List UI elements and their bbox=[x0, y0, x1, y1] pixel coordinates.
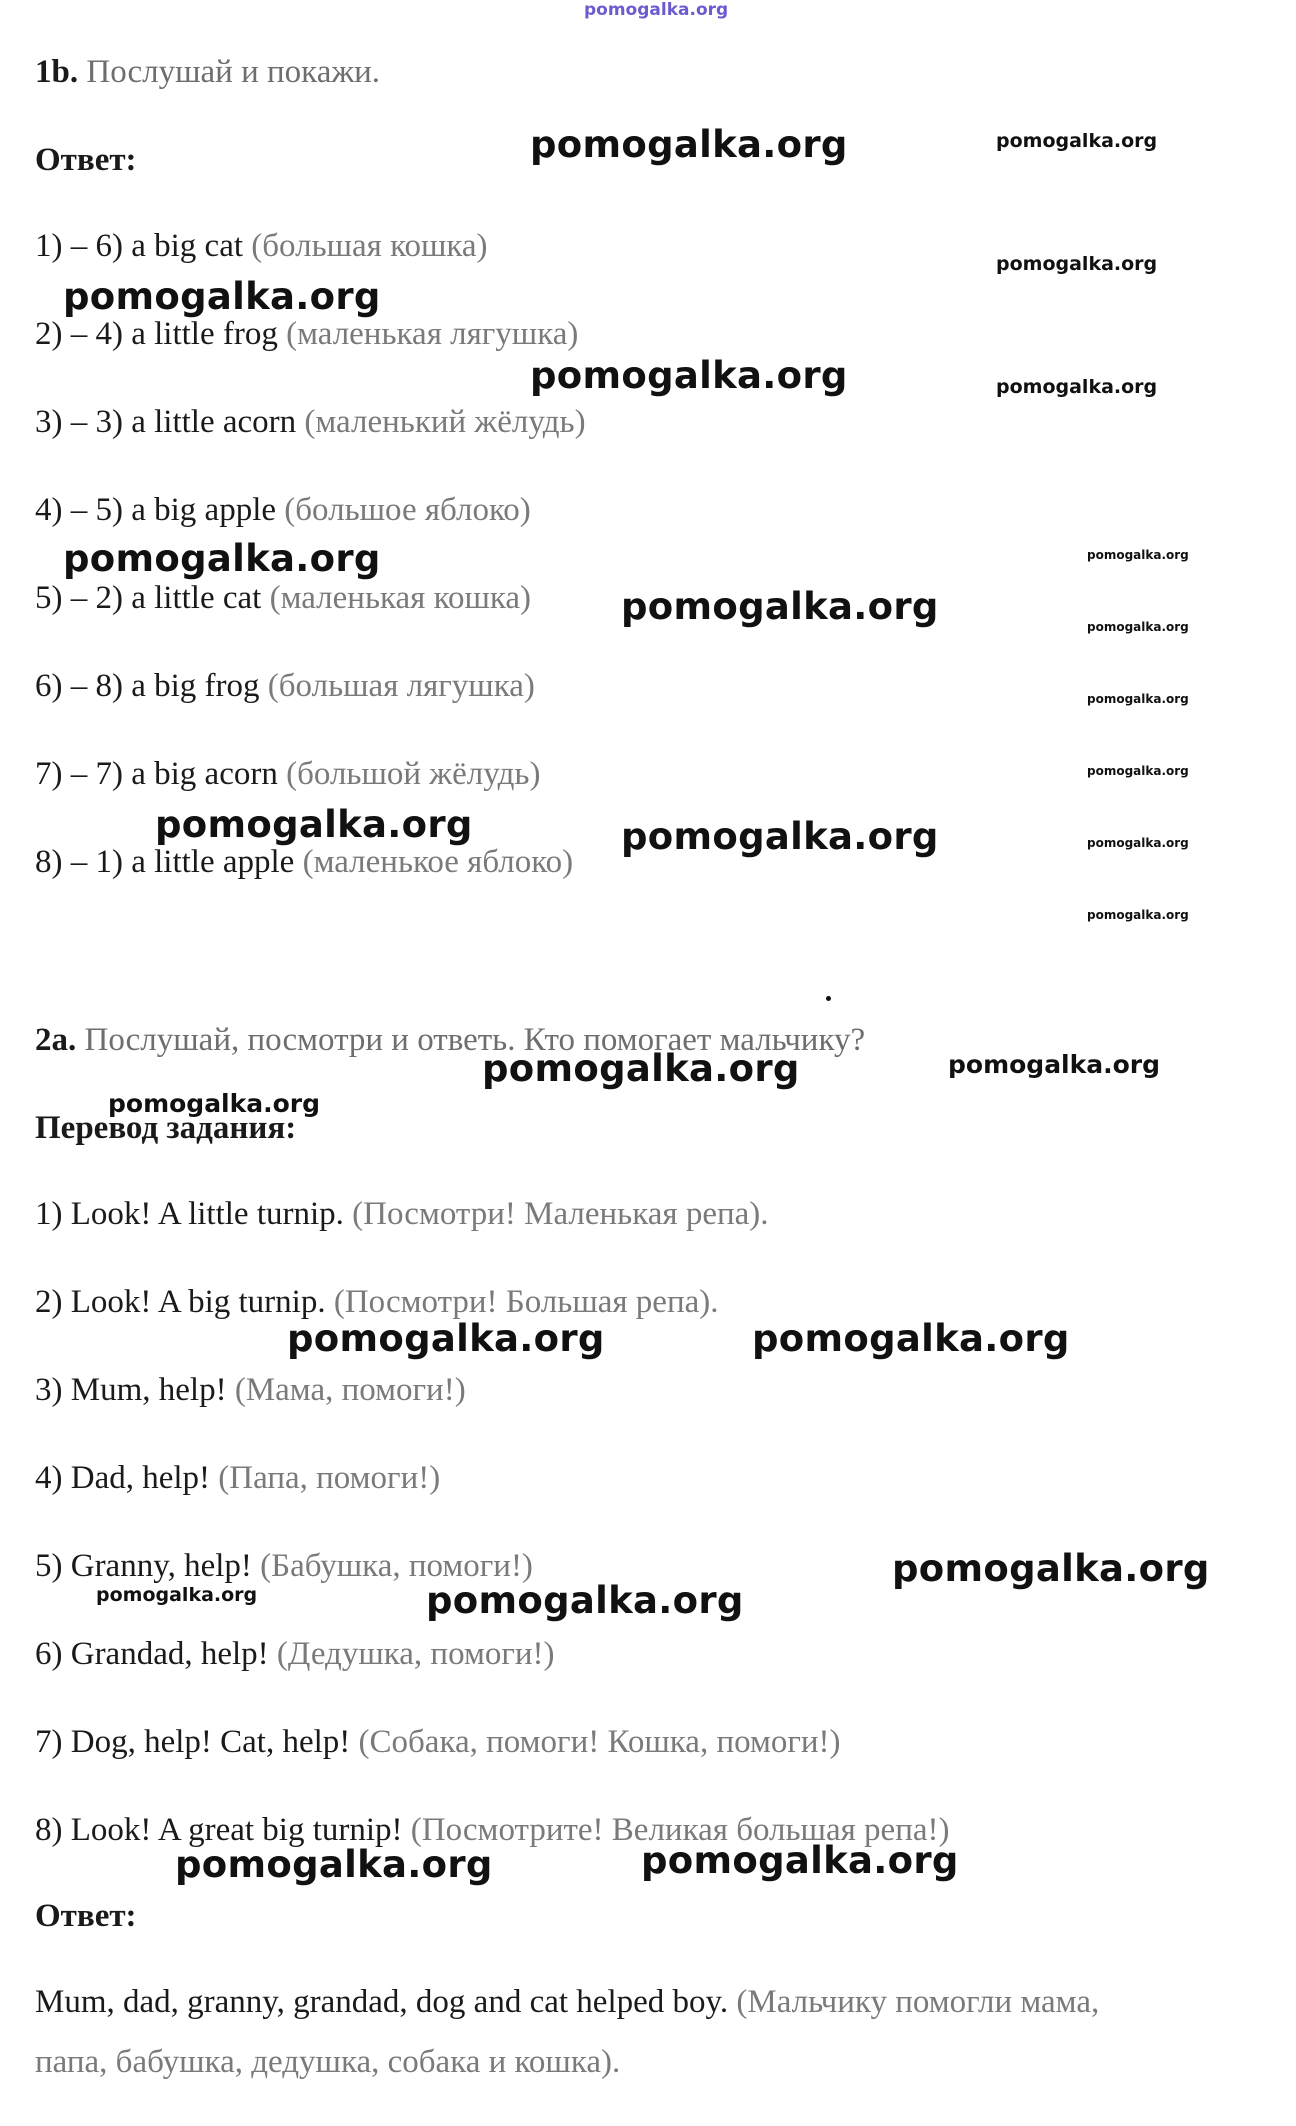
task-2a-item: 4) Dad, help! (Папа, помоги!) bbox=[35, 1460, 441, 1496]
watermark: pomogalka.org bbox=[996, 376, 1158, 398]
task-2a-item: 3) Mum, help! (Мама, помоги!) bbox=[35, 1372, 466, 1408]
watermark: pomogalka.org bbox=[530, 354, 848, 397]
task-1b-item: 8) – 1) a little apple (маленькое яблоко) bbox=[35, 844, 574, 880]
task-2a-item: 2) Look! A big turnip. (Посмотри! Большая репа). bbox=[35, 1284, 719, 1320]
watermark-top: pomogalka.org bbox=[584, 0, 729, 20]
watermark: pomogalka.org bbox=[892, 1547, 1210, 1590]
task-2a-item: 6) Grandad, help! (Дедушка, помоги!) bbox=[35, 1636, 555, 1672]
watermark: pomogalka.org bbox=[63, 537, 381, 580]
task-1b-answer-label: Ответ: bbox=[35, 142, 137, 178]
task-1b-item: 6) – 8) a big frog (большая лягушка) bbox=[35, 668, 535, 704]
task-2a-answer-label: Ответ: bbox=[35, 1898, 137, 1934]
task-2a-item: 1) Look! A little turnip. (Посмотри! Маленькая репа). bbox=[35, 1196, 769, 1232]
watermark: pomogalka.org bbox=[948, 1050, 1161, 1079]
watermark: pomogalka.org bbox=[641, 1839, 959, 1882]
watermark: pomogalka.org bbox=[621, 585, 939, 628]
task-2a-item: 5) Granny, help! (Бабушка, помоги!) bbox=[35, 1548, 533, 1584]
watermark: pomogalka.org bbox=[175, 1843, 493, 1886]
task-2a-answer-line-2: папа, бабушка, дедушка, собака и кошка). bbox=[35, 2044, 621, 2080]
task-1b-item: 4) – 5) a big apple (большое яблоко) bbox=[35, 492, 531, 528]
watermark: pomogalka.org bbox=[530, 123, 848, 166]
task-1b-item: 1) – 6) a big cat (большая кошка) bbox=[35, 228, 488, 264]
watermark: pomogalka.org bbox=[287, 1317, 605, 1360]
task-2a-number: 2a. bbox=[35, 1022, 77, 1058]
watermark: pomogalka.org bbox=[1087, 908, 1189, 922]
task-1b-item: 3) – 3) a little acorn (маленький жёлудь) bbox=[35, 404, 586, 440]
watermark: pomogalka.org bbox=[1087, 836, 1189, 850]
watermark: pomogalka.org bbox=[621, 815, 939, 858]
watermark: pomogalka.org bbox=[1087, 620, 1189, 634]
task-2a-translation-label: Перевод задания: bbox=[35, 1110, 297, 1146]
task-1b-header bbox=[35, 56, 380, 89]
watermark: pomogalka.org bbox=[996, 130, 1158, 152]
task-2a-item: 7) Dog, help! Cat, help! (Собака, помоги! Кошка, помоги!) bbox=[35, 1724, 841, 1760]
task-2a-answer-line-1: Mum, dad, granny, grandad, dog and cat helped boy. (Мальчику помогли мама, bbox=[35, 1984, 1100, 2020]
watermark: pomogalka.org bbox=[1087, 548, 1189, 562]
watermark: pomogalka.org bbox=[1087, 764, 1189, 778]
watermark: pomogalka.org bbox=[426, 1579, 744, 1622]
task-1b-number: 1b. bbox=[35, 54, 79, 90]
task-1b-item: 5) – 2) a little cat (маленькая кошка) bbox=[35, 580, 532, 616]
task-1b-item: 7) – 7) a big acorn (большой жёлудь) bbox=[35, 756, 541, 792]
watermark: pomogalka.org bbox=[63, 275, 381, 318]
watermark: pomogalka.org bbox=[482, 1047, 800, 1090]
watermark: pomogalka.org bbox=[108, 1089, 321, 1118]
watermark: pomogalka.org bbox=[996, 253, 1158, 275]
watermark: pomogalka.org bbox=[1087, 692, 1189, 706]
watermark: pomogalka.org bbox=[155, 803, 473, 846]
dot-mark bbox=[826, 996, 831, 1001]
task-1b-instruction: Послушай и покажи. bbox=[86, 54, 381, 90]
task-1b-item: 2) – 4) a little frog (маленькая лягушка) bbox=[35, 316, 579, 352]
task-2a-instruction: Послушай, посмотри и ответь. Кто помогает мальчику? bbox=[84, 1022, 866, 1058]
watermark: pomogalka.org bbox=[752, 1317, 1070, 1360]
watermark: pomogalka.org bbox=[96, 1584, 258, 1606]
task-2a-item: 8) Look! A great big turnip! (Посмотрите! Великая большая репа!) bbox=[35, 1812, 950, 1848]
